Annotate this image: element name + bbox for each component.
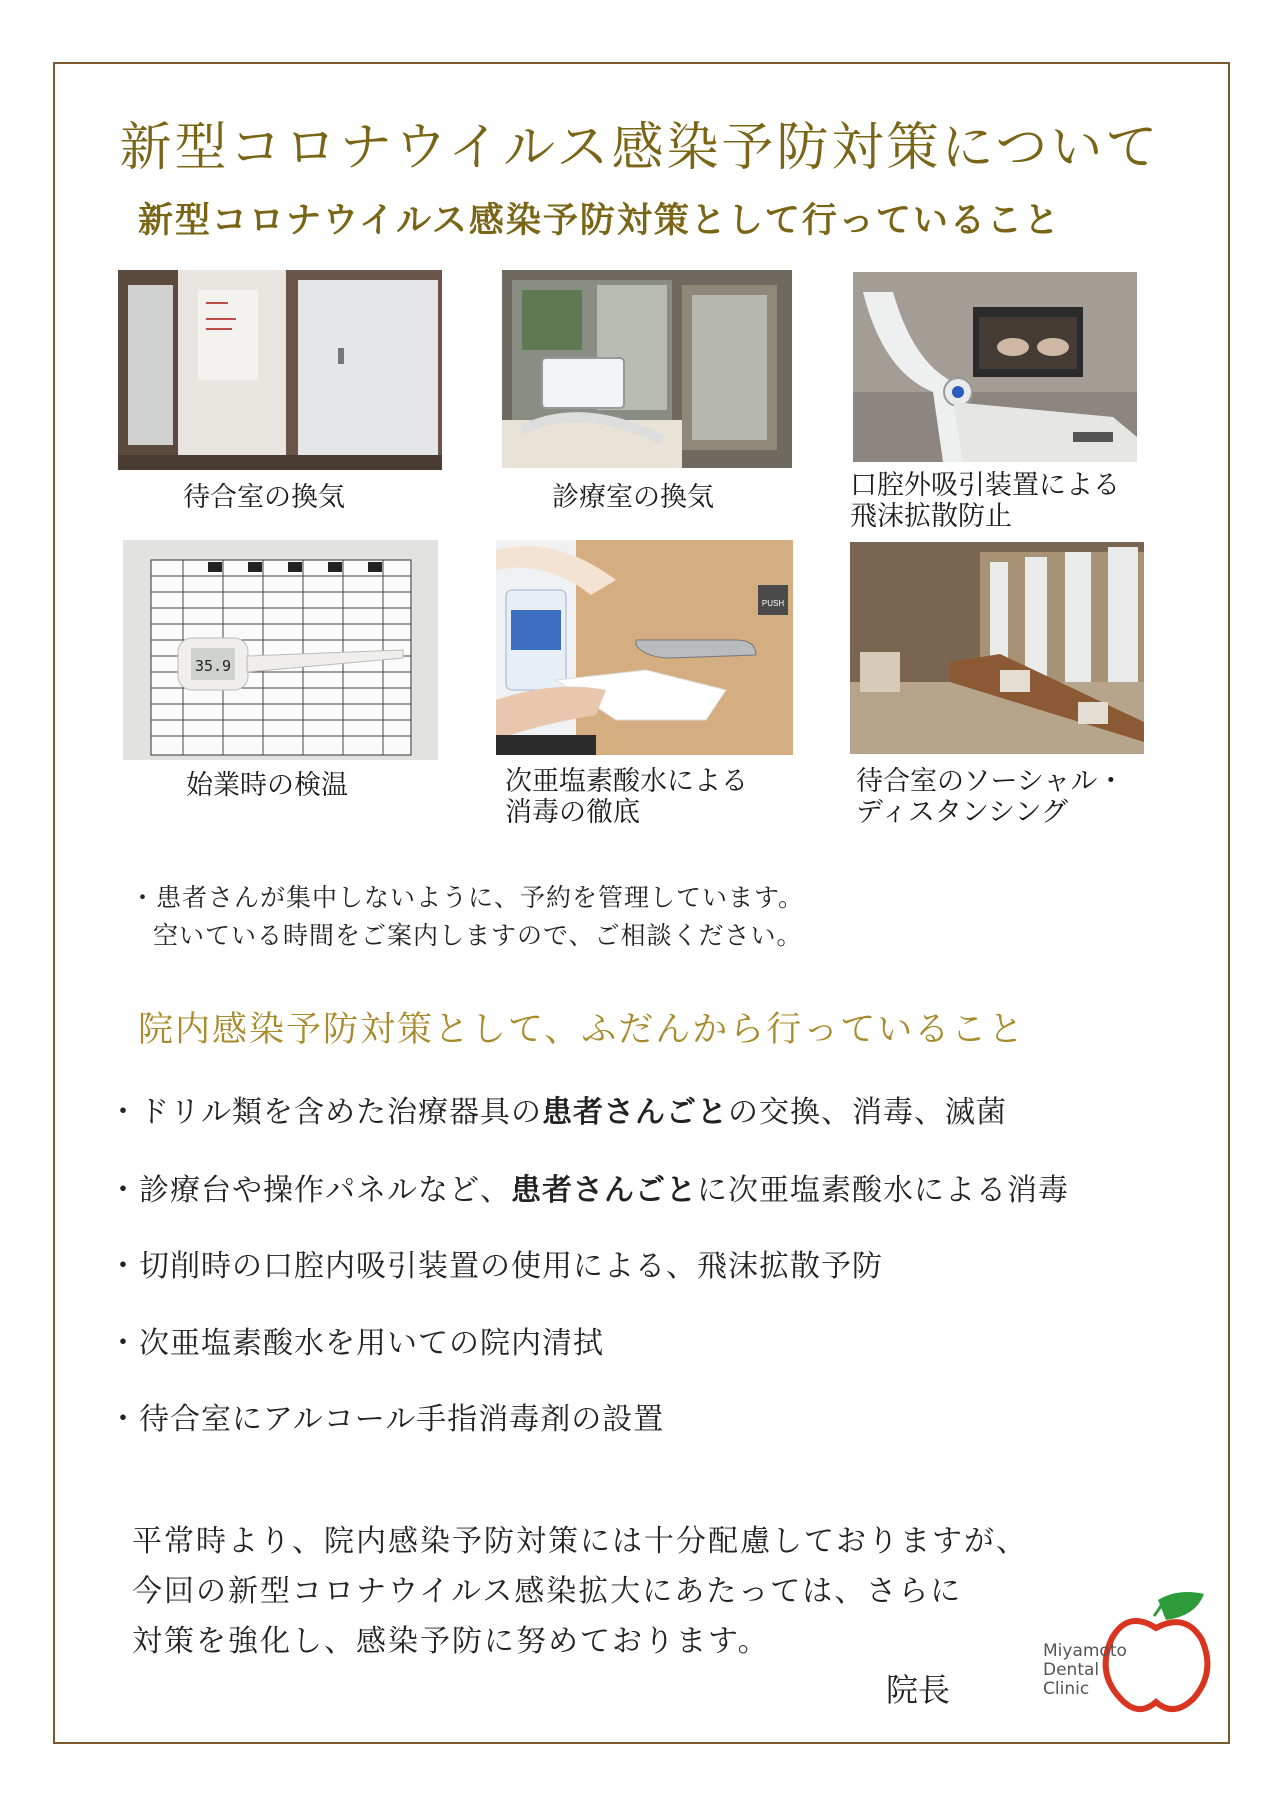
page-subtitle: 新型コロナウイルス感染予防対策として行っていること xyxy=(138,201,1061,241)
caption-extraoral-suction-line2: 飛沫拡散防止 xyxy=(850,501,1012,532)
bullet-chair-bold: 患者さんごと xyxy=(511,1173,697,1208)
signature: 院長 xyxy=(886,1671,951,1709)
section-title: 院内感染予防対策として、ふだんから行っていること xyxy=(138,1010,1026,1050)
caption-temperature-check: 始業時の検温 xyxy=(186,770,348,801)
bullet-instruments-post: の交換、消毒、滅菌 xyxy=(728,1095,1007,1130)
note-line2: 空いている時間をご案内しますので、ご相談ください。 xyxy=(153,921,803,950)
bullet-chair-pre: ・診療台や操作パネルなど、 xyxy=(108,1173,511,1208)
caption-disinfection-line1: 次亜塩素酸水による xyxy=(505,766,748,797)
note-line1: ・患者さんが集中しないように、予約を管理しています。 xyxy=(130,883,805,912)
closing-line1: 平常時より、院内感染予防対策には十分配慮しておりますが、 xyxy=(132,1524,1028,1559)
photo-disinfection xyxy=(496,540,793,755)
closing-line3: 対策を強化し、感染予防に努めております。 xyxy=(132,1624,770,1659)
caption-extraoral-suction xyxy=(850,470,1120,532)
caption-treatment-room-ventilation: 診療室の換気 xyxy=(552,482,714,513)
logo-line3: Clinic xyxy=(1043,1679,1090,1699)
photo-waiting-room-ventilation xyxy=(118,270,442,470)
bullet-instruments xyxy=(108,1087,1007,1131)
bullet-instruments-pre: ・ドリル類を含めた治療器具の xyxy=(108,1095,542,1130)
caption-social-distancing xyxy=(856,766,1124,828)
caption-waiting-room-ventilation: 待合室の換気 xyxy=(183,482,345,513)
photo-extraoral-suction xyxy=(853,272,1137,462)
bullet-hand-sanitizer: ・待合室にアルコール手指消毒剤の設置 xyxy=(108,1402,665,1437)
closing-line2: 今回の新型コロナウイルス感染拡大にあたっては、さらに xyxy=(132,1574,963,1609)
caption-disinfection-line2: 消毒の徹底 xyxy=(505,797,640,828)
page-title: 新型コロナウイルス感染予防対策について xyxy=(119,118,1161,178)
bullet-chair-post: に次亜塩素酸水による消毒 xyxy=(697,1173,1069,1208)
caption-social-distancing-line2: ディスタンシング xyxy=(856,797,1068,828)
caption-extraoral-suction-line1: 口腔外吸引装置による xyxy=(850,470,1120,501)
caption-social-distancing-line1: 待合室のソーシャル・ xyxy=(856,766,1125,797)
logo-line2: Dental xyxy=(1043,1660,1100,1680)
bullet-cleaning: ・次亜塩素酸水を用いての院内清拭 xyxy=(108,1326,604,1361)
thermometer-reading: 35.9 xyxy=(194,657,232,675)
push-plate-text: PUSH xyxy=(761,599,785,608)
caption-disinfection xyxy=(505,766,748,828)
photo-social-distancing xyxy=(850,542,1144,754)
bullet-chair-disinfection xyxy=(108,1165,1069,1209)
photo-temperature-check xyxy=(123,540,438,760)
bullet-instruments-bold: 患者さんごと xyxy=(542,1095,728,1130)
clinic-logo-text xyxy=(1043,1642,1127,1699)
bullet-suction: ・切削時の口腔内吸引装置の使用による、飛沫拡散予防 xyxy=(108,1249,883,1284)
logo-line1: Miyamoto xyxy=(1043,1641,1127,1661)
photo-treatment-room-ventilation xyxy=(502,270,792,468)
